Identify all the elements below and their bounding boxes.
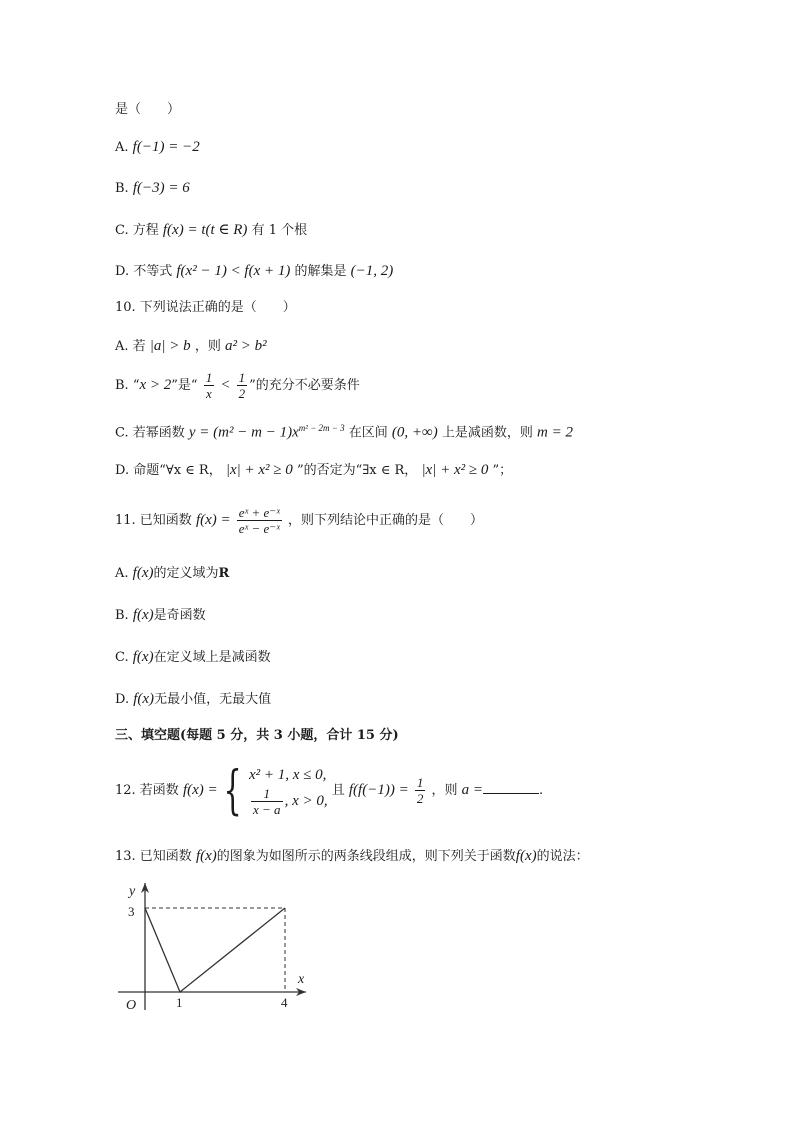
x-axis-label: x (298, 972, 305, 987)
question-label: 12. 若函数 (115, 783, 179, 798)
math-expr: x > 2 (139, 377, 172, 393)
period: . (539, 783, 544, 798)
math-expr: f(x) (515, 848, 537, 864)
q9-option-a (115, 137, 200, 158)
question-text: 的说法： (536, 849, 589, 864)
math-expr: y = (m² − m − 1) (188, 424, 293, 441)
q10-option-c (115, 418, 573, 443)
option-text: 无最小值，无最大值 (154, 692, 272, 707)
option-text: 的解集是 (294, 264, 347, 279)
math-op: < (220, 377, 231, 393)
q11-option-b (115, 605, 206, 626)
case-2-cond: , x > 0, (284, 792, 328, 809)
option-text: 在区间 (348, 425, 388, 441)
math-expr: |a| > b (149, 338, 191, 354)
option-text: 上是减函数，则 (441, 425, 533, 441)
fraction (237, 505, 282, 536)
option-text: ”是“ (171, 378, 198, 393)
option-label: A. (115, 566, 129, 581)
math-expr: f(x) (132, 565, 154, 581)
math-expr: a² > b² (224, 338, 267, 354)
q10-option-a (115, 336, 267, 357)
fraction (237, 370, 248, 401)
q11-option-a (115, 563, 229, 584)
option-label: C. 方程 (115, 223, 159, 238)
case-2 (249, 786, 328, 817)
q12-stem (115, 760, 543, 821)
math-expr: m = 2 (537, 424, 573, 441)
frac-num: 1 (205, 370, 213, 385)
section-heading: 三、填空题(每题 5 分，共 3 小题，合计 15 分) (115, 728, 399, 743)
math-set: R (218, 566, 230, 581)
option-text: ”的充分不必要条件 (249, 378, 360, 393)
question-text: 的图象为如图所示的两条线段组成，则下列关于函数 (216, 849, 516, 864)
q9-option-b (115, 178, 190, 199)
origin-label: O (126, 998, 137, 1013)
option-text: ，则 (194, 339, 221, 354)
option-label: B. (115, 181, 129, 196)
option-label: C. (115, 650, 129, 665)
frac-num: 1 (251, 786, 283, 802)
option-text: ”的否定为“∃x ∈ R， (296, 463, 418, 478)
q11-option-d (115, 689, 271, 710)
q10-option-b (115, 370, 360, 401)
piecewise-cases (249, 764, 328, 817)
q11-stem (115, 505, 483, 536)
series-line (145, 908, 285, 992)
frac-den: 2 (416, 791, 424, 806)
fraction (251, 786, 283, 817)
frac-den: eˣ − e⁻ˣ (238, 521, 280, 536)
question-text: ，则下列结论中正确的是（ ） (287, 513, 483, 528)
x-tick-label-4: 4 (281, 995, 288, 1010)
option-text: 是奇函数 (153, 608, 206, 623)
q10-option-d (115, 460, 512, 481)
frac-num: 1 (416, 775, 424, 790)
q9-stem-tail: 是（ ） (115, 102, 181, 117)
math-expr: f(x) (132, 649, 154, 665)
frac-num: 1 (238, 370, 246, 385)
function-graph (110, 875, 340, 1025)
q11-option-c (115, 647, 271, 668)
option-label: D. 命题“∀x ∈ R， (115, 463, 222, 478)
math-expr: f(x) = (195, 512, 231, 528)
left-brace: { (223, 760, 242, 821)
math-expr: |x| + x² ≥ 0 (421, 462, 489, 478)
math-expr: a = (461, 782, 484, 798)
question-label: 13. 已知函数 (115, 849, 192, 864)
math-expr: f(x) = t(t ∈ R) (162, 222, 248, 238)
frac-den: x − a (253, 802, 281, 817)
option-label: A. (115, 140, 129, 155)
option-text: ”； (492, 463, 513, 478)
q9-option-c (115, 220, 307, 241)
frac-den: x (206, 386, 212, 401)
frac-den: 2 (238, 386, 246, 401)
option-text: 有 1 个根 (251, 223, 308, 238)
math-expr: f(x) (132, 607, 154, 623)
math-base: x (292, 424, 299, 441)
math-expr: (−1, 2) (350, 263, 394, 279)
math-expr: (0, +∞) (391, 424, 438, 441)
math-exponent: m² − 2m − 3 (298, 423, 345, 433)
math-expr: |x| + x² ≥ 0 (225, 462, 293, 478)
math-expr: f(x) = (182, 782, 218, 798)
option-label: A. 若 (115, 339, 146, 354)
math-expr: f(x² − 1) < f(x + 1) (176, 263, 291, 279)
option-label: D. 不等式 (115, 264, 173, 279)
option-label: B. “ (115, 378, 140, 393)
frac-num: eˣ + e⁻ˣ (238, 505, 280, 520)
y-tick-label-3: 3 (128, 904, 135, 919)
q9-option-d (115, 261, 393, 282)
math-expr: f(x) (133, 691, 155, 707)
option-label: B. (115, 608, 129, 623)
q10-stem: 10. 下列说法正确的是（ ） (115, 300, 296, 315)
math-expr: f(x) (195, 848, 217, 864)
option-text: 在定义域上是减函数 (153, 650, 271, 665)
question-text: ，则 (431, 783, 458, 798)
question-text: 且 (331, 783, 345, 798)
fraction (415, 775, 426, 806)
option-label: D. (115, 692, 130, 707)
question-label: 11. 已知函数 (115, 513, 192, 528)
x-tick-label-1: 1 (176, 995, 183, 1010)
y-axis-label: y (129, 884, 136, 899)
option-label: C. 若幂函数 (115, 425, 185, 441)
q13-stem (115, 846, 589, 867)
answer-blank[interactable] (483, 779, 539, 794)
math-expr: f(f(−1)) = (348, 782, 409, 798)
math-expr: f(−3) = 6 (132, 180, 190, 196)
math-expr: f(−1) = −2 (132, 139, 200, 155)
fraction (204, 370, 215, 401)
option-text: 的定义域为 (153, 566, 219, 581)
case-1: x² + 1, x ≤ 0, (249, 767, 327, 783)
